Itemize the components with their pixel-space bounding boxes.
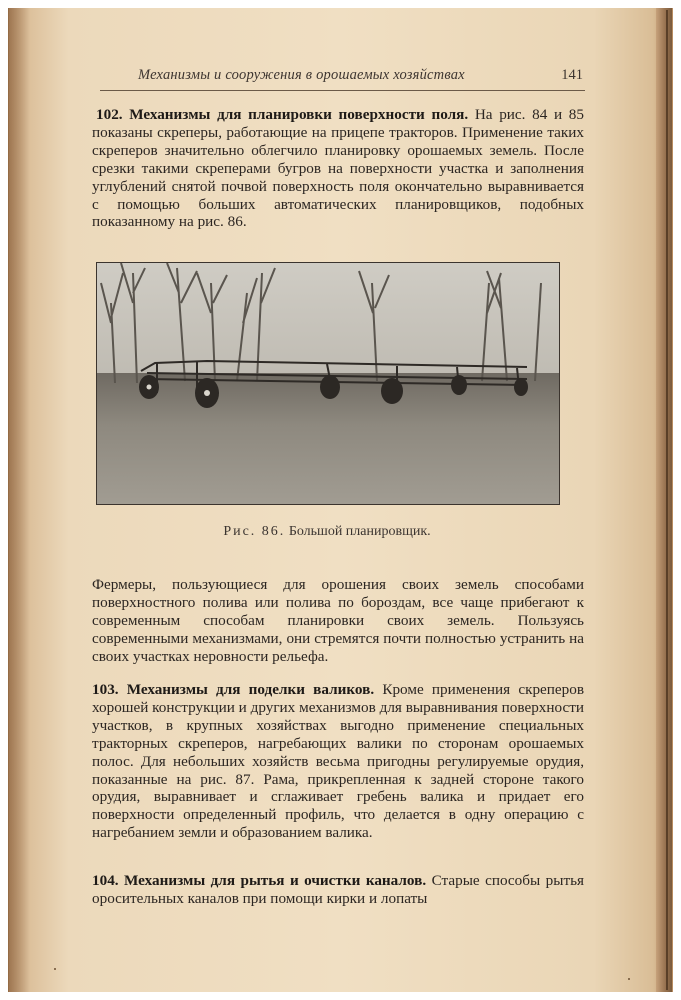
section-103-heading: 103. Механизмы для поделки валиков. [92, 681, 375, 698]
section-104-body: Старые способы рытья оросительных каналов при помощи кирки и лопаты [92, 872, 584, 907]
section-102-body: На рис. 84 и 85 показаны скреперы, работающие на прицепе тракторов. Применение таких скреперов значительно облегчило планировку орошаемых земель. После срезки такими скреперами бугров на поверхности участка и заполнения углублений снятой почвой поверхность поля окончательно выравнивается с помощью больших автоматических планировщиков, подобных показанному на рис. 86. [92, 106, 584, 231]
section-104-heading: 104. Механизмы для рытья и очистки каналов. [92, 872, 427, 889]
leveler-photo [97, 263, 559, 504]
page-edge-line [666, 10, 668, 990]
paper-speck [628, 978, 630, 980]
figure-86-photo [96, 262, 560, 505]
spine-shadow [8, 8, 30, 992]
running-header [100, 64, 585, 91]
section-104 [92, 872, 584, 908]
section-103 [92, 681, 584, 842]
figure-86-caption [96, 524, 558, 540]
section-103-body: Кроме применения скреперов хорошей конструкции и других механизмов для выравнивания поверхности участков, в крупных хозяйствах выгодно применение специальных тракторных скреперов, нагребающих валики по сторонам орошаемых полос. Для небольших хозяйств весьма пригодны регулируемые орудия, показанные на рис. 87. Рама, прикрепленная к задней стороне такого орудия, выравнивает и сглаживает гребень валика и придает его поверхности определенный профиль, что делается в одну операцию с нагребанием земли и образованием валика. [92, 681, 585, 842]
section-102 [92, 106, 584, 231]
paper-speck [54, 968, 56, 970]
figure-caption-text: Большой планировщик. [288, 524, 431, 539]
page-edge [656, 8, 672, 992]
farmers-body: Фермеры, пользующиеся для орошения своих земель способами поверхностного полива или полива по бороздам, все чаще прибегают к современным способам планировки своих земель. Пользуясь современными механизмами, они стремятся почти полностью устранить на своих участках неровности рельефа. [92, 576, 584, 665]
section-102-heading: 102. Механизмы для планировки поверхности поля. [96, 106, 469, 123]
page-number: 141 [561, 67, 583, 83]
farmers-paragraph [92, 576, 584, 666]
figure-label: Рис. 86. [223, 524, 286, 539]
running-title: Механизмы и сооружения в орошаемых хозяйствах [138, 67, 465, 83]
